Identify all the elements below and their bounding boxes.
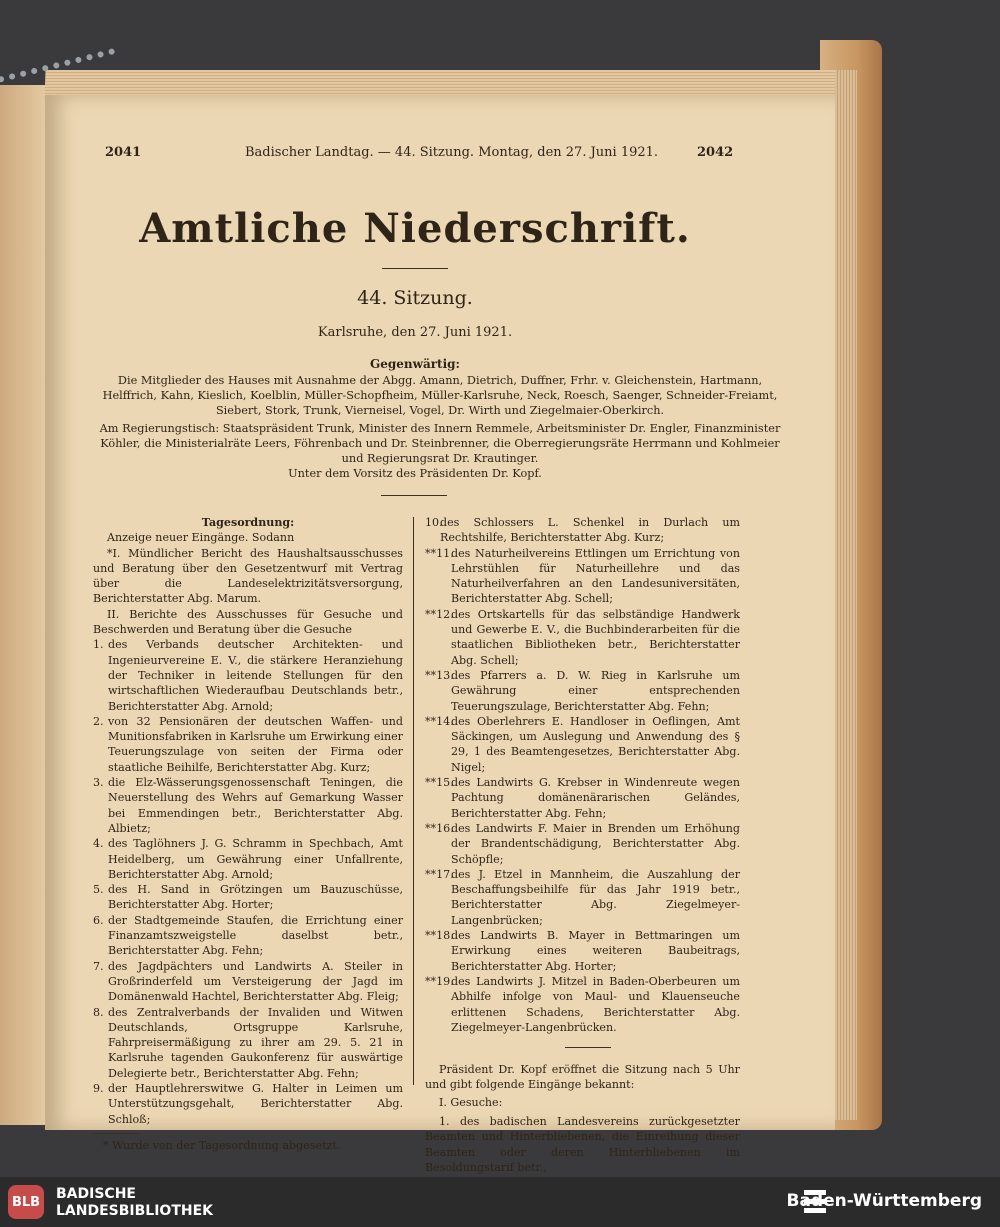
government-bench: Am Regierungstisch: Staatspräsident Trunk, Minister des Innern Remmele, Arbeitsminister Dr. Engler, Finanzminister Köhler, die Ministerialräte Leers, Föhrenbach und Dr. Steinbrenner, die Oberregierungsräte Herrmann und Kohlmeier und Regierungsrat Dr. Krautinger.	[99, 422, 781, 465]
blb-name[interactable]	[56, 1186, 213, 1220]
item-text: des Schlossers L. Schenkel in Durlach um Rechtshilfe, Berichterstatter Abg. Kurz;	[440, 516, 740, 545]
agenda-list-item	[93, 714, 403, 775]
item-number: **18.	[425, 929, 454, 943]
agenda-list-item	[93, 836, 403, 882]
document-page	[45, 95, 835, 1174]
item-text: des Landwirts G. Krebser in Windenreute wegen Pachtung domänenärarischen Geländes, Berichterstatter Abg. Fehn;	[451, 776, 740, 820]
item-text: des Ortskartells für das selbständige Handwerk und Gewerbe E. V., die Buchbinderarbeiten für die staatlichen Bibliotheken betr., Berichterstatter Abg. Schell;	[451, 607, 740, 667]
left-page-edge	[0, 85, 48, 1125]
item-number: **12.	[425, 607, 454, 621]
session-heading: 44. Sitzung.	[357, 287, 473, 309]
blb-line-1: BADISCHE	[56, 1186, 136, 1202]
item-number: 2.	[93, 714, 104, 728]
agenda-intro: Anzeige neuer Eingänge. Sodann	[107, 531, 295, 545]
agenda-item-II: II. Berichte des Ausschusses für Gesuche und Beschwerden und Beratung über die Gesuche	[93, 607, 403, 637]
agenda-list-item	[425, 515, 740, 546]
right-item-list	[425, 515, 740, 1035]
item-number: **16.	[425, 821, 454, 835]
item-number: 9.	[93, 1081, 104, 1095]
agenda-item-I: *I. Mündlicher Bericht des Haushaltsausschusses und Beratung über den Gesetzentwurf mit Vertrag über die Landeselektrizitätsversorgung, Berichterstatter Abg. Marum.	[93, 546, 403, 606]
left-page-number: 2041	[105, 145, 142, 160]
title-rule	[382, 268, 448, 269]
agenda-list-item	[425, 668, 740, 714]
agenda-list-item	[425, 928, 740, 974]
agenda-list-item	[425, 821, 740, 867]
agenda-list-item	[93, 959, 403, 1005]
item-text: der Hauptlehrerswitwe G. Halter in Leimen um Unterstützungsgehalt, Berichterstatter Abg. Schloß;	[108, 1081, 403, 1126]
item-number: **19.	[425, 974, 454, 988]
item-text: des Jagdpächters und Landwirts A. Steiler in Großrinderfeld um Versteigerung der Jagd im Domänenwald Hachtel, Berichterstatter Abg. Fleig;	[108, 959, 403, 1004]
running-title: Badischer Landtag. — 44. Sitzung. Montag, den 27. Juni 1921.	[245, 145, 659, 160]
item-number: 1.	[93, 638, 104, 652]
item-number: **14.	[425, 714, 454, 728]
agenda-list-item	[93, 637, 403, 713]
right-page-number: 2042	[697, 145, 734, 160]
agenda-list-item	[425, 714, 740, 775]
item-text: des Zentralverbands der Invaliden und Witwen Deutschlands, Ortsgruppe Karlsruhe, Fahrpreisermäßigung zu ihrer am 29. 5. 21 in Karlsruhe tagenden Gaukonferenz für auswärtige Delegierte betr., Berichterstatter Abg. Fehn;	[108, 1005, 403, 1080]
item-text: die Elz-Wässerungsgenossenschaft Teningen, die Neuerstellung des Wehrs auf Gemarkung Wasser bei Emmendingen betr., Berichterstatter Abg. Albietz;	[108, 776, 403, 835]
agenda-list-item	[425, 974, 740, 1035]
item-number: 10.	[425, 516, 443, 529]
item-number: 8.	[93, 1005, 104, 1019]
right-section-rule	[565, 1047, 611, 1048]
agenda-list-item	[93, 1005, 403, 1081]
item-number: **13.	[425, 668, 454, 682]
blb-logo[interactable]: BLB	[8, 1185, 44, 1219]
opening-text: Präsident Dr. Kopf eröffnet die Sitzung nach 5 Uhr und gibt folgende Eingänge bekannt:	[425, 1063, 740, 1092]
left-item-list	[93, 637, 403, 1127]
item-text: des Landwirts J. Mitzel in Baden-Oberbeuren um Abhilfe infolge von Maul- und Klauenseuche erlittenen Schadens, Berichterstatter Abg. Ziegelmeyer-Langenbrücken.	[451, 974, 740, 1034]
item-number: **15.	[425, 776, 454, 790]
present-members: Die Mitglieder des Hauses mit Ausnahme der Abgg. Amann, Dietrich, Duffner, Frhr. v. Gleichenstein, Hartmann, Helffrich, Kahn, Kieslich, Koelblin, Müller-Schopfheim, Müller-Karlsruhe, Neck, Roesch, Saenger, Schneider-Freiamt, Siebert, Stork, Trunk, Vierneisel, Vogel, Dr. Wirth und Ziegelmaier-Oberkirch.	[102, 374, 778, 417]
document-title: Amtliche Niederschrift.	[139, 205, 691, 252]
gesuche-heading: I. Gesuche:	[439, 1095, 503, 1109]
item-number: 4.	[93, 837, 104, 851]
item-number: 7.	[93, 959, 104, 973]
footer-bar	[0, 1177, 1000, 1227]
agenda-list-item	[425, 607, 740, 668]
gesuch-1: 1. des badischen Landesvereins zurückgesetzter Beamten und Hinterbliebenen, die Einreihung dieser Beamten oder deren Hinterbliebenen im Besoldungstarif betr.,	[425, 1114, 740, 1174]
agenda-list-item	[425, 867, 740, 928]
item-text: des Taglöhners J. G. Schramm in Spechbach, Amt Heidelberg, um Gewährung einer Unfallrente, Berichterstatter Abg. Arnold;	[108, 837, 403, 881]
item-number: 3.	[93, 776, 104, 790]
item-text: des Landwirts F. Maier in Brenden um Erhöhung der Brandentschädigung, Berichterstatter Abg. Schöpfle;	[451, 821, 740, 866]
item-number: 6.	[93, 913, 104, 927]
agenda-heading: Tagesordnung:	[201, 516, 295, 529]
left-footnote-rule	[93, 1133, 139, 1134]
agenda-list-item	[93, 775, 403, 836]
column-divider	[413, 517, 414, 1085]
item-text: des Landwirts B. Mayer in Bettmaringen um Erwirkung eines weiteren Baubeitrags, Berichterstatter Abg. Horter;	[451, 929, 740, 973]
chair-line: Unter dem Vorsitz des Präsidenten Dr. Kopf.	[288, 467, 542, 480]
agenda-list-item	[425, 775, 740, 821]
bw-label[interactable]: Baden-Württemberg	[786, 1191, 982, 1211]
item-text: des Oberlehrers E. Handloser in Oeflingen, Amt Säckingen, um Auslegung und Anwendung des § 29, 1 des Beamtengesetzes, Berichterstatter Abg. Nigel;	[451, 714, 740, 774]
item-text: des Verbands deutscher Architekten- und Ingenieurvereine E. V., die stärkere Heranziehung der Techniker in leitende Stellungen für den wirtschaftlichen Wiederaufbau Deutschlands betr., Berichterstatter Abg. Arnold;	[108, 638, 403, 713]
item-text: des Naturheilvereins Ettlingen um Errichtung von Lehrstühlen für Naturheillehre und das Naturheilverfahren an den Landesuniversitäten, Berichterstatter Abg. Schell;	[451, 546, 740, 606]
right-column	[425, 515, 740, 1205]
item-number: 5.	[93, 883, 104, 897]
agenda-list-item	[425, 546, 740, 607]
item-text: des Pfarrers a. D. W. Rieg in Karlsruhe um Gewährung einer entsprechenden Teuerungszulage, Berichterstatter Abg. Fehn;	[451, 668, 740, 713]
item-text: des J. Etzel in Mannheim, die Auszahlung der Beschaffungsbeihilfe für das Jahr 1919 betr., Berichterstatter Abg. Ziegelmeyer-Langenbrücken;	[451, 867, 740, 927]
item-number: **11.	[425, 546, 454, 560]
agenda-list-item	[93, 882, 403, 913]
present-heading: Gegenwärtig:	[370, 357, 460, 371]
item-text: der Stadtgemeinde Staufen, die Errichtung einer Finanzamtszweigstelle daselbst betr., Berichterstatter Abg. Fehn;	[108, 913, 403, 958]
item-text: von 32 Pensionären der deutschen Waffen- und Munitionsfabriken in Karlsruhe um Erwirkung einer Teuerungszulage von seiten der Firma oder staatliche Beihilfe, Berichterstatter Abg. Kurz;	[108, 714, 403, 774]
left-column	[93, 515, 403, 1153]
agenda-list-item	[93, 913, 403, 959]
place-date: Karlsruhe, den 27. Juni 1921.	[317, 325, 513, 340]
page-block-edge	[835, 70, 857, 1120]
left-footnote: * Wurde von der Tagesordnung abgesetzt.	[103, 1138, 341, 1152]
item-number: **17.	[425, 867, 454, 881]
section-rule	[381, 495, 447, 496]
blb-line-2: LANDESBIBLIOTHEK	[56, 1203, 214, 1219]
item-text: des H. Sand in Grötzingen um Bauzuschüsse, Berichterstatter Abg. Horter;	[108, 883, 403, 912]
agenda-list-item	[93, 1081, 403, 1127]
